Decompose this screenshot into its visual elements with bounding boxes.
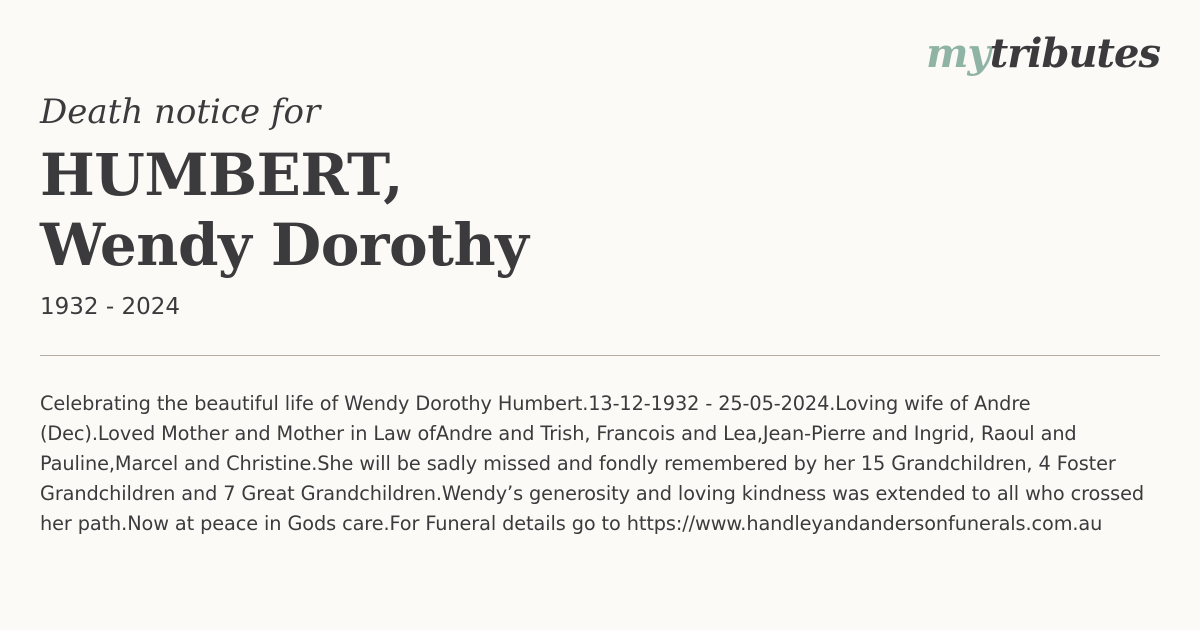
notice-body xyxy=(40,389,1190,539)
mytributes-logo xyxy=(926,30,1160,77)
surname: HUMBERT, xyxy=(40,141,403,209)
notice-body-line: (Dec).Loved Mother and Mother in Law ofAndre and Trish, Francois and Lea,Jean-Pierre and Ingrid, Raoul and xyxy=(40,422,1077,445)
life-years: 1932 - 2024 xyxy=(40,294,180,320)
given-names: Wendy Dorothy xyxy=(40,211,529,279)
notice-body-line: Pauline,Marcel and Christine.She will be sadly missed and fondly remembered by her 15 Grandchildren, 4 Foster xyxy=(40,452,1116,475)
logo-tributes: tributes xyxy=(989,30,1160,77)
logo-my: my xyxy=(926,30,990,77)
deceased-name xyxy=(40,140,528,280)
notice-body-line: Grandchildren and 7 Great Grandchildren.Wendy’s generosity and loving kindness was extended to all who crossed xyxy=(40,482,1144,505)
notice-body-line: Celebrating the beautiful life of Wendy Dorothy Humbert.13-12-1932 - 25-05-2024.Loving wife of Andre xyxy=(40,392,1031,415)
notice-intro: Death notice for xyxy=(40,92,321,132)
divider xyxy=(40,355,1160,356)
notice-body-line: her path.Now at peace in Gods care.For Funeral details go to https://www.handleyandandersonfunerals.com.au xyxy=(40,512,1103,535)
